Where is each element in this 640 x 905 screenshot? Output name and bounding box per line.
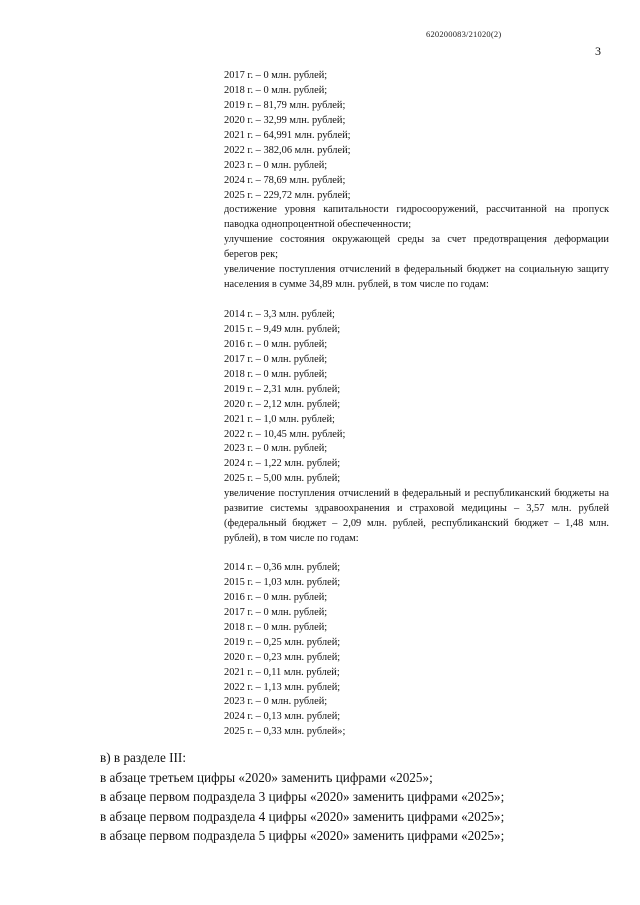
- year-line: 2019 г. – 2,31 млн. рублей;: [224, 383, 341, 395]
- block-2: [224, 308, 609, 547]
- year-line: 2025 г. – 229,72 млн. рублей;: [224, 189, 351, 201]
- section-3-amendments: [100, 748, 580, 846]
- document-code: 620200083/21020(2): [426, 29, 502, 39]
- year-line: 2019 г. – 81,79 млн. рублей;: [224, 99, 346, 111]
- year-line: 2014 г. – 0,36 млн. рублей;: [224, 562, 341, 573]
- block-1: [224, 69, 609, 293]
- amendment-line: в абзаце третьем цифры «2020» заменить цифрами «2025»;: [100, 769, 433, 785]
- year-line: 2025 г. – 0,33 млн. рублей»;: [224, 726, 346, 738]
- amendment-line: в абзаце первом подраздела 3 цифры «2020» заменить цифрами «2025»;: [100, 789, 505, 804]
- amendment-line: в абзаце первом подраздела 5 цифры «2020» заменить цифрами «2025»;: [100, 828, 505, 843]
- year-line: 2017 г. – 0 млн. рублей;: [224, 606, 328, 618]
- year-line: 2020 г. – 2,12 млн. рублей;: [224, 398, 341, 410]
- year-line: 2021 г. – 64,991 млн. рублей;: [224, 129, 351, 141]
- year-line: 2016 г. – 0 млн. рублей;: [224, 591, 328, 603]
- year-line: 2018 г. – 0 млн. рублей;: [224, 621, 328, 633]
- year-line: 2024 г. – 78,69 млн. рублей;: [224, 174, 346, 186]
- year-line: 2021 г. – 0,11 млн. рублей;: [224, 666, 340, 678]
- year-line: 2020 г. – 0,23 млн. рублей;: [224, 651, 341, 663]
- year-line: 2017 г. – 0 млн. рублей;: [224, 70, 328, 81]
- paragraph-hydro: достижение уровня капитальности гидросооружений, рассчитанной на пропуск паводка однопроцентной обеспеченности;: [224, 204, 609, 231]
- year-line: 2022 г. – 382,06 млн. рублей;: [224, 144, 351, 156]
- amendment-line: в абзаце первом подраздела 4 цифры «2020» заменить цифрами «2025»;: [100, 808, 505, 824]
- year-line: 2023 г. – 0 млн. рублей;: [224, 443, 328, 455]
- block-3: [224, 561, 609, 740]
- paragraph-environment: улучшение состояния окружающей среды за счет предотвращения деформации берегов рек;: [224, 234, 609, 261]
- year-line: 2025 г. – 5,00 млн. рублей;: [224, 473, 341, 485]
- year-line: 2015 г. – 1,03 млн. рублей;: [224, 576, 341, 588]
- year-line: 2021 г. – 1,0 млн. рублей;: [224, 413, 335, 425]
- year-line: 2023 г. – 0 млн. рублей;: [224, 159, 328, 171]
- year-line: 2024 г. – 1,22 млн. рублей;: [224, 458, 341, 470]
- year-line: 2016 г. – 0 млн. рублей;: [224, 338, 328, 350]
- year-line: 2018 г. – 0 млн. рублей;: [224, 84, 328, 96]
- paragraph-healthcare: увеличение поступления отчислений в федеральный и республиканский бюджеты на развитие системы здравоохранения и страховой медицины – 3,57 млн. рублей (федеральный бюджет – 2,09 млн. рублей, республиканский бюджет – 1,48 млн. рублей), в том числе по годам:: [224, 488, 609, 545]
- section-heading: в) в разделе III:: [100, 750, 186, 765]
- year-line: 2024 г. – 0,13 млн. рублей;: [224, 711, 341, 723]
- page-number: 3: [595, 44, 601, 58]
- year-line: 2015 г. – 9,49 млн. рублей;: [224, 323, 341, 335]
- year-line: 2017 г. – 0 млн. рублей;: [224, 353, 328, 365]
- year-line: 2018 г. – 0 млн. рублей;: [224, 368, 328, 380]
- year-line: 2022 г. – 10,45 млн. рублей;: [224, 428, 346, 440]
- paragraph-social-protection: увеличение поступления отчислений в федеральный бюджет на социальную защиту населения в сумме 34,89 млн. рублей, в том числе по годам:: [224, 264, 609, 291]
- year-line: 2022 г. – 1,13 млн. рублей;: [224, 681, 341, 693]
- year-line: 2020 г. – 32,99 млн. рублей;: [224, 114, 346, 126]
- year-line: 2023 г. – 0 млн. рублей;: [224, 696, 328, 708]
- year-line: 2019 г. – 0,25 млн. рублей;: [224, 636, 341, 648]
- year-line: 2014 г. – 3,3 млн. рублей;: [224, 309, 335, 320]
